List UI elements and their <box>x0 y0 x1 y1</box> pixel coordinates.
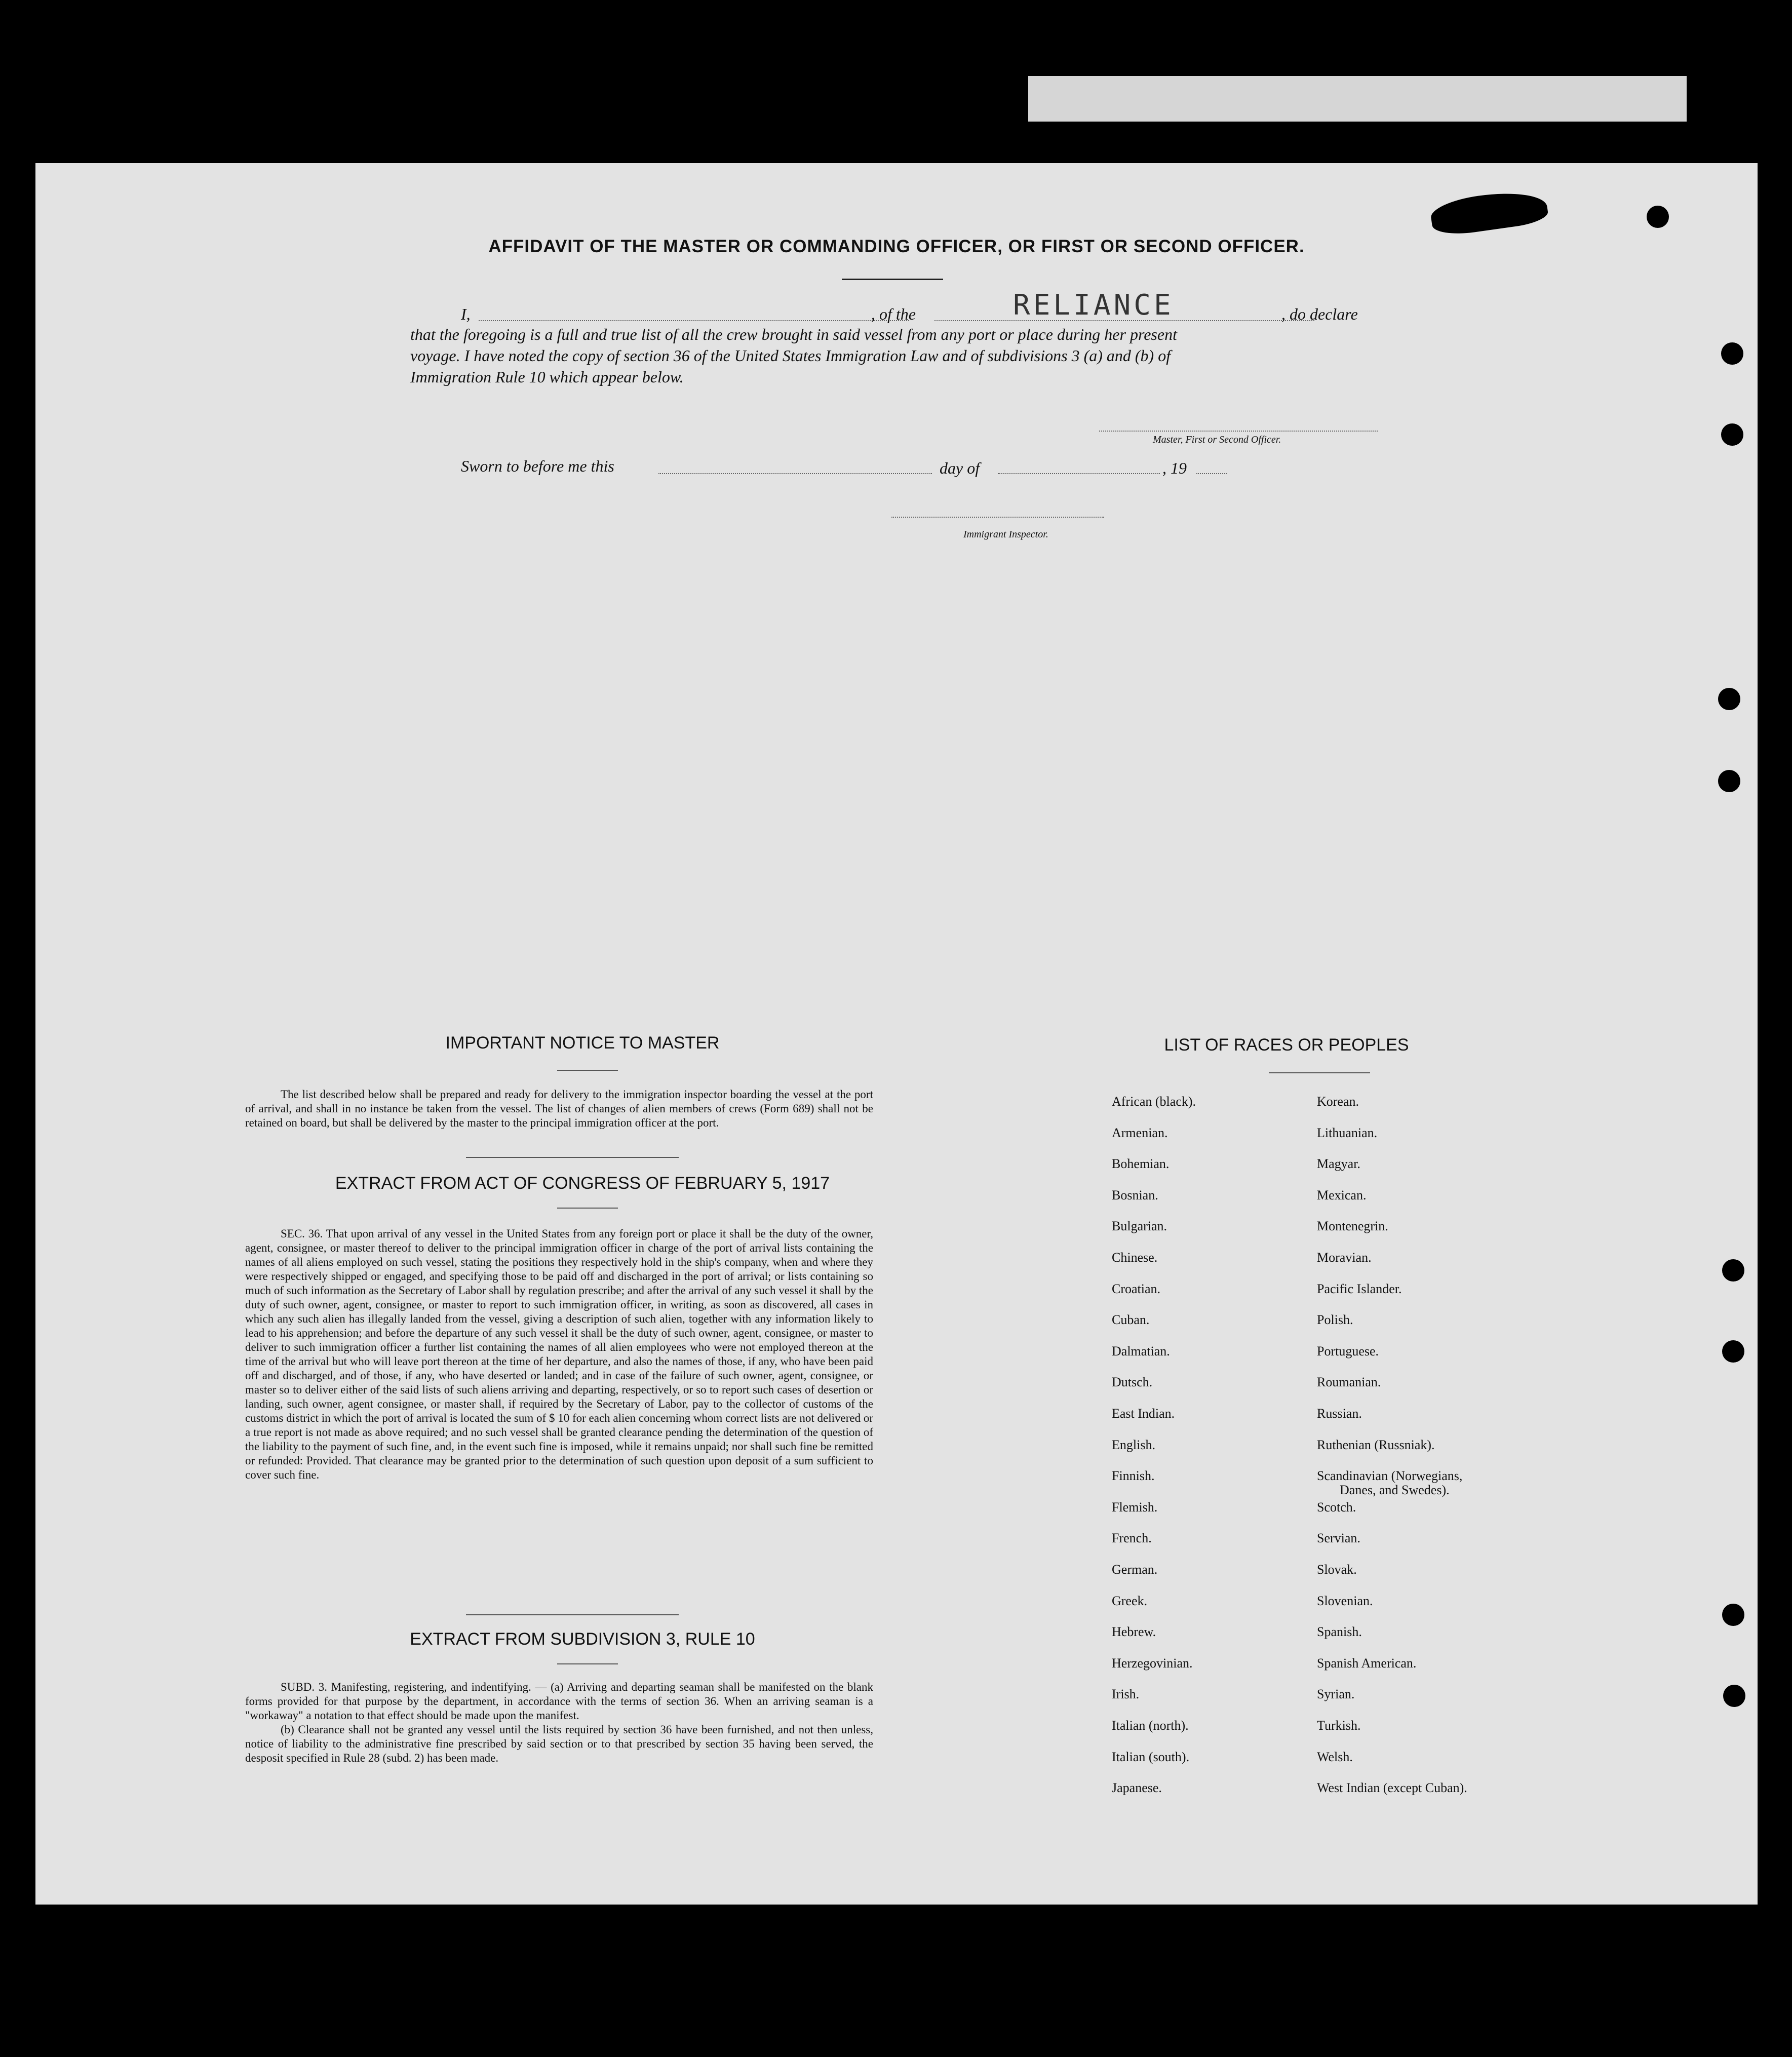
affidavit-i: I, <box>461 305 471 323</box>
race-item: French. <box>1112 1531 1152 1546</box>
affidavit-line-4: Immigration Rule 10 which appear below. <box>410 368 684 386</box>
race-item: Slovak. <box>1317 1562 1357 1577</box>
race-item: Greek. <box>1112 1593 1148 1608</box>
title-underline <box>842 279 943 280</box>
day-of-text: day of <box>940 459 980 477</box>
punch-hole <box>1721 342 1743 365</box>
do-declare-text: , do declare <box>1281 305 1358 323</box>
race-item-continuation: Danes, and Swedes). <box>1340 1483 1450 1498</box>
race-item: Finnish. <box>1112 1468 1155 1484</box>
race-item: Polish. <box>1317 1312 1353 1328</box>
punch-hole <box>1722 1340 1744 1363</box>
race-item: Dutsch. <box>1112 1375 1153 1390</box>
race-item: German. <box>1112 1562 1158 1577</box>
of-the-text: , of the <box>871 305 916 323</box>
races-title: LIST OF RACES OR PEOPLES <box>1164 1035 1409 1055</box>
rule-title: EXTRACT FROM SUBDIVISION 3, RULE 10 <box>410 1629 755 1649</box>
race-item: Spanish American. <box>1317 1655 1417 1671</box>
race-item: Flemish. <box>1112 1499 1158 1515</box>
rule-underline <box>557 1663 618 1664</box>
section-divider <box>466 1157 679 1158</box>
race-item: West Indian (except Cuban). <box>1317 1780 1467 1796</box>
race-item: Bulgarian. <box>1112 1219 1167 1234</box>
name-blank <box>479 320 909 321</box>
year-blank <box>1196 473 1227 474</box>
punch-hole <box>1722 1604 1744 1626</box>
race-item: Mexican. <box>1317 1187 1367 1202</box>
sworn-text: Sworn to before me this <box>461 457 614 475</box>
notice-title: IMPORTANT NOTICE TO MASTER <box>445 1033 720 1053</box>
race-item: Japanese. <box>1112 1780 1162 1796</box>
punch-hole <box>1718 688 1740 710</box>
punch-hole <box>1723 1685 1745 1707</box>
race-item: Moravian. <box>1317 1250 1372 1265</box>
race-item: Irish. <box>1112 1687 1140 1702</box>
race-item: Dalmatian. <box>1112 1343 1170 1359</box>
year-text: , 19 <box>1162 459 1187 477</box>
race-item: Korean. <box>1317 1094 1359 1109</box>
race-item: Bosnian. <box>1112 1187 1158 1202</box>
race-item: Turkish. <box>1317 1718 1361 1733</box>
race-item: Spanish. <box>1317 1624 1362 1640</box>
race-item: Portuguese. <box>1317 1343 1379 1359</box>
punch-hole <box>1718 770 1740 792</box>
act-text: SEC. 36. That upon arrival of any vessel in the United States from any foreign port or place it shall be the duty of the owner, agent, consignee, or master thereof to deliver to the principal immigration officer in charge of the port of arrival lists containing the names of all aliens employed on such vessel, stating the positions they respectively hold in the ship's company, when and where they were respectively shipped or engaged, and specifying those to be paid off and discharged in the port of arrival; or lists containing so much of such information as the Secretary of Labor shall by regulation prescribe; and after the arrival of any such vessel it shall by the duty of such owner, agent, consignee, or master to report to such immigration officer, in writing, as soon as discovered, all cases in which any such alien has illegally landed from the vessel, giving a description of such alien, together with any information likely to lead to his apprehension; and before the departure of any such vessel it shall be the duty of such owner, agent, consignee, or master to deliver to such immigration officer a further list containing the names of all alien employees who were not employed thereon at the time of the arrival but who will leave port thereon at the time of her departure, and also the names of those, if any, who have been paid off and discharged, and of those, if any, who have deserted or landed; and in case of the failure of such owner, agent, consignee, or master so to deliver either of the said lists of such aliens arriving and departing, respectively, or so to report such cases of desertion or landing, such owner, agent consignee, or master shall, if required by the Secretary of Labor, pay to the collector of customs of the customs district in which the port of arrival is located the sum of $ 10 for each alien concerning whom correct lists are not delivered or a true report is not made as above required; and no such vessel shall be granted clearance pending the determination of the question of the liability to the payment of such fine, and, in the event such fine is imposed, while it remains unpaid; nor shall such fine be remitted or refunded: Provided. That clearance may be granted prior to the determination of such question upon deposit of a sum sufficient to cover such fine. <box>245 1227 873 1481</box>
race-item: Chinese. <box>1112 1250 1158 1265</box>
race-item: Hebrew. <box>1112 1624 1156 1640</box>
race-item: Scandinavian (Norwegians, <box>1317 1468 1463 1484</box>
race-item: Slovenian. <box>1317 1593 1373 1608</box>
race-item: English. <box>1112 1437 1155 1452</box>
race-item: Lithuanian. <box>1317 1125 1378 1140</box>
signature-line <box>1099 431 1378 432</box>
form-page <box>35 163 1758 1905</box>
punch-hole <box>1721 423 1743 446</box>
race-item: Italian (north). <box>1112 1718 1189 1733</box>
notice-text: The list described below shall be prepared and ready for delivery to the immigration inspector boarding the vessel at the port of arrival, and shall in no instance be taken from the vessel. The list of changes of alien members of crews (Form 689) shall not be retained on board, but shall be delivered by the master to the principal immigration officer at the port. <box>245 1088 873 1129</box>
race-item: Welsh. <box>1317 1749 1353 1764</box>
race-item: Italian (south). <box>1112 1749 1190 1764</box>
inspector-line <box>891 517 1104 518</box>
affidavit-line-3: voyage. I have noted the copy of section 36 of the United States Immigration Law and of subdivisions 3 (a) and (b) of <box>410 346 1171 365</box>
race-item: Servian. <box>1317 1531 1360 1546</box>
sworn-day-blank <box>658 473 932 474</box>
section-divider <box>466 1614 679 1615</box>
race-item: Herzegovinian. <box>1112 1655 1193 1671</box>
vessel-name-stamp: RELIANCE <box>1013 289 1174 322</box>
notice-underline <box>557 1070 618 1071</box>
race-item: Pacific Islander. <box>1317 1281 1402 1296</box>
race-item: Montenegrin. <box>1317 1219 1388 1234</box>
race-item: Roumanian. <box>1317 1375 1381 1390</box>
folder-tab <box>1028 76 1687 122</box>
race-item: Croatian. <box>1112 1281 1161 1296</box>
race-item: Armenian. <box>1112 1125 1168 1140</box>
signature-label: Master, First or Second Officer. <box>1153 434 1281 445</box>
act-underline <box>557 1208 618 1209</box>
affidavit-line-2: that the foregoing is a full and true list of all the crew brought in said vessel from any port or place during her present <box>410 325 1177 343</box>
rule-text: SUBD. 3. Manifesting, registering, and indentifying. — (a) Arriving and departing seaman shall be manifested on the blank forms provided for that purpose by the department, in accordance with the terms of section 36. When an arriving seaman is a "workaway" a notation to that effect should be made upon the manifest. (b) Clearance shall not be granted any vessel until the lists required by section 36 have been furnished, and not then unless, notice of liability to the administrative fine prescribed by said section or to that prescribed by section 35 having been served, the desposit specified in Rule 28 (subd. 2) has been made. <box>245 1681 873 1764</box>
race-item: Bohemian. <box>1112 1156 1170 1172</box>
race-item: Cuban. <box>1112 1312 1150 1328</box>
race-item: Ruthenian (Russniak). <box>1317 1437 1435 1452</box>
race-item: East Indian. <box>1112 1406 1175 1421</box>
month-blank <box>998 473 1160 474</box>
race-item: African (black). <box>1112 1094 1196 1109</box>
ink-blot <box>1429 186 1549 238</box>
race-item: Magyar. <box>1317 1156 1360 1172</box>
race-item: Scotch. <box>1317 1499 1356 1515</box>
race-item: Russian. <box>1317 1406 1362 1421</box>
inspector-label: Immigrant Inspector. <box>963 529 1048 540</box>
affidavit-title: AFFIDAVIT OF THE MASTER OR COMMANDING OFFICER, OR FIRST OR SECOND OFFICER. <box>488 237 1305 256</box>
race-item: Syrian. <box>1317 1687 1355 1702</box>
act-title: EXTRACT FROM ACT OF CONGRESS OF FEBRUARY 5, 1917 <box>335 1174 830 1193</box>
punch-hole <box>1647 206 1669 228</box>
punch-hole <box>1722 1259 1744 1282</box>
races-underline <box>1269 1072 1370 1073</box>
